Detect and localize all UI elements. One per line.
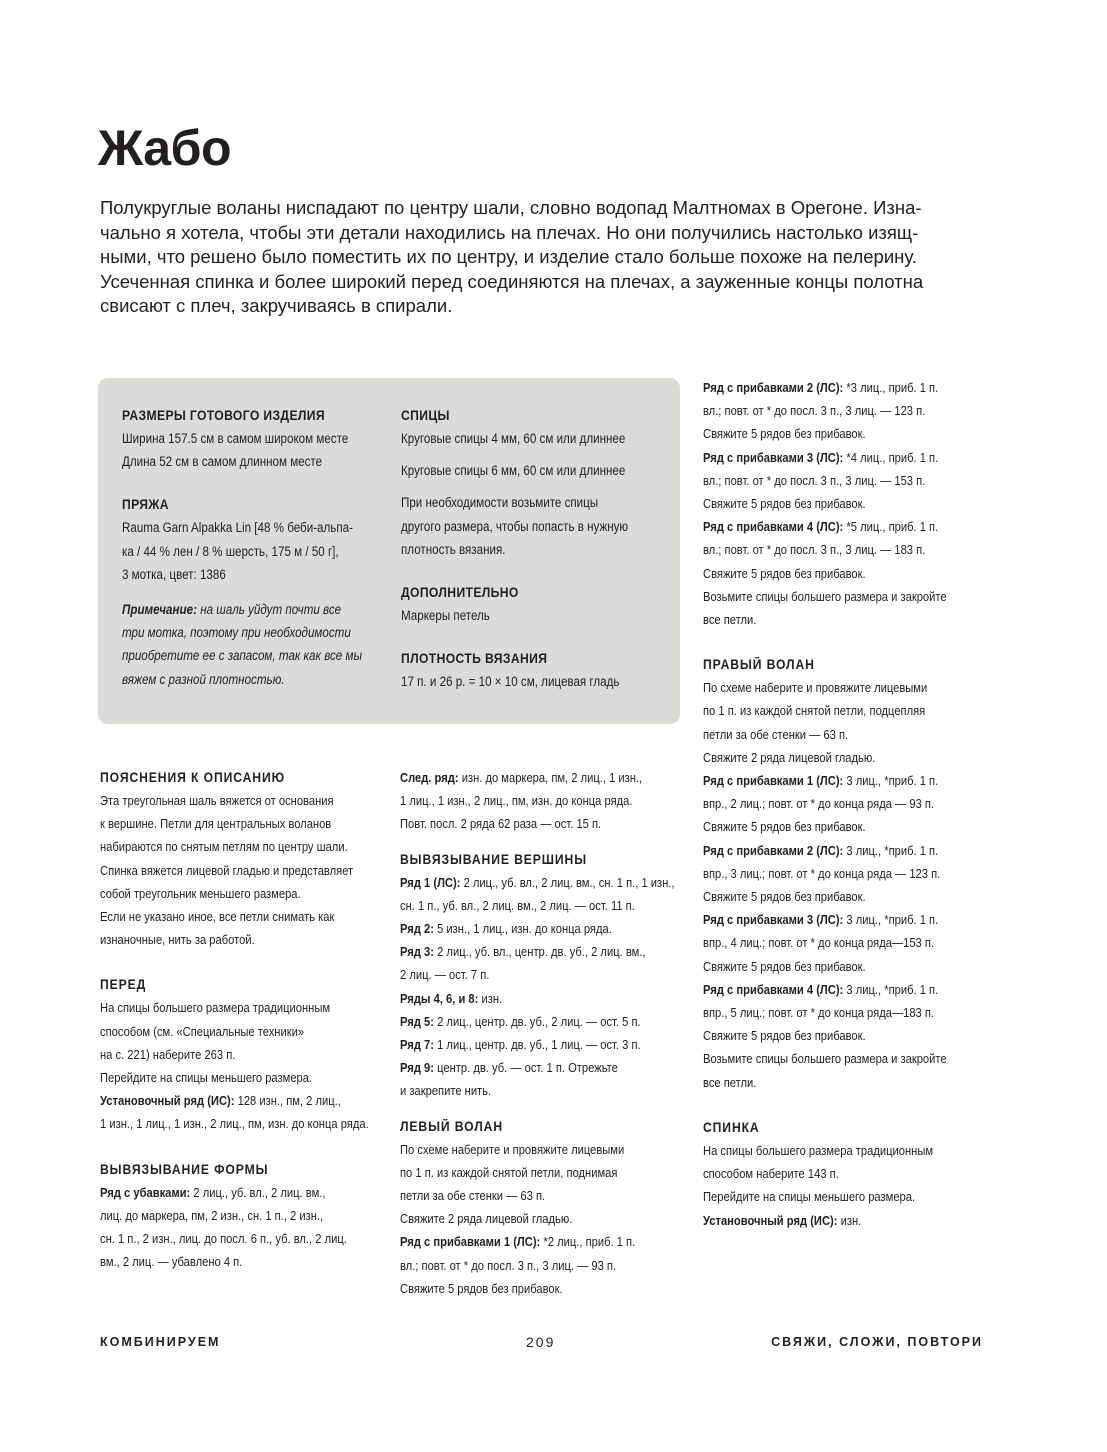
front-line: на с. 221) наберите 263 п. [100,1046,236,1062]
rinc1-after: Свяжите 5 рядов без прибавок. [703,819,866,835]
sizes-line: Ширина 157.5 см в самом широком месте [122,431,349,446]
setup-label: Установочный ряд (ИС): [100,1093,235,1109]
intro-line: Усеченная спинка и более широкий перед соединяются на плечах, а зауженные концы полотна [100,270,924,292]
page-number: 209 [526,1334,556,1350]
front-line: Перейдите на спицы меньшего размера. [100,1070,313,1086]
inc1-cont: вл.; повт. от * до посл. 3 п., 3 лиц. — 93 п. [400,1257,617,1273]
inc2-after: Свяжите 5 рядов без прибавок. [703,426,866,442]
left-ruffle-line: по 1 п. из каждой снятой петли, поднимая [400,1164,618,1180]
page-title: Жабо [98,120,232,176]
specs-box [98,378,680,724]
right-ruffle-line: По схеме наберите и провяжите лицевыми [703,680,928,696]
specs-column-right [401,404,669,693]
inc3-after: Свяжите 5 рядов без прибавок. [703,496,866,512]
back-setup-row: Установочный ряд (ИС): изн. [703,1212,862,1228]
yarn-note-line: вяжем с разной плотностью. [122,671,285,687]
yarn-note-line: три мотка, поэтому при необходимости [122,625,351,641]
rinc3-row: Ряд с прибавками 3 (ЛС): 3 лиц., *приб. 1 п. [703,912,939,928]
row-2: Ряд 2: 5 изн., 1 лиц., изн. до конца ряда. [400,921,612,937]
row-9: Ряд 9: центр. дв. уб. — ост. 1 п. Отрежьте [400,1060,618,1076]
dec-row [100,1181,345,1204]
rinc4-cont: впр., 5 лиц.; повт. от * до конца ряда—183 п. [703,1005,935,1021]
next-label: След. ряд: [400,770,459,785]
needles-line: Круговые спицы 6 мм, 60 см или длиннее [401,463,626,479]
intro-line: Полукруглые воланы ниспадают по центру шали, словно водопад Малтномах в Орегоне. Изна- [100,197,922,218]
left-ruffle-heading: ЛЕВЫЙ ВОЛАН [400,1118,504,1134]
notes-line: Если не указано иное, все петли снимать как [100,909,335,925]
gauge-line: 17 п. и 26 р. = 10 × 10 см, лицевая гладь [401,674,620,690]
needles-extra: другого размера, чтобы попасть в нужную [401,518,629,534]
notes-line: набираются по снятым петлям по центру шали. [100,839,348,855]
row-5: Ряд 5: 2 лиц., центр. дв. уб., 2 лиц. — ост. 5 п. [400,1013,641,1029]
rfinish-line: Возьмите спицы большего размера и закройте [703,1051,947,1067]
dec-label: Ряд с убавками: [100,1184,191,1200]
front-line: На спицы большего размера традиционным [100,1000,331,1016]
rinc4-row: Ряд с прибавками 4 (ЛС): 3 лиц., *приб. 1 п. [703,981,939,997]
yarn-line: 3 мотка, цвет: 1386 [122,566,226,582]
row-3: Ряд 3: 2 лиц., уб. вл., центр. дв. уб., 2 лиц. вм., [400,944,646,960]
sizes-heading: РАЗМЕРЫ ГОТОВОГО ИЗДЕЛИЯ [122,408,325,423]
inc3-row: Ряд с прибавками 3 (ЛС): *4 лиц., приб. 1 п. [703,449,939,465]
back-heading: СПИНКА [703,1119,760,1135]
setup-row-cont: 1 изн., 1 лиц., 1 изн., 2 лиц., пм, изн. до конца ряда. [100,1116,369,1132]
dec-line: лиц. до маркера, пм, 2 изн., сн. 1 п., 2 изн., [100,1207,324,1223]
gauge-heading: ПЛОТНОСТЬ ВЯЗАНИЯ [401,651,548,667]
inc1-row: Ряд с прибавками 1 (ЛС): *2 лиц., приб. 1 п. [400,1234,636,1250]
finish-line: все петли. [703,612,757,628]
intro-line: ными, что решено было поместить их по центру, и изделие стало больше похоже на пелерину. [100,246,917,267]
yarn-note-text: на шаль уйдут почти все [200,602,342,618]
right-ruffle-heading: ПРАВЫЙ ВОЛАН [703,657,815,673]
rinc3-cont: впр., 4 лиц.; повт. от * до конца ряда—153 п. [703,935,935,951]
rinc2-cont: впр., 3 лиц.; повт. от * до конца ряда — 123 п. [703,865,941,881]
yarn-heading: ПРЯЖА [122,497,169,513]
inc3-cont: вл.; повт. от * до посл. 3 п., 3 лиц. — 153 п. [703,472,926,488]
rinc3-after: Свяжите 5 рядов без прибавок. [703,958,866,974]
shaping-heading: ВЫВЯЗЫВАНИЕ ФОРМЫ [100,1161,269,1177]
rfinish-line: все петли. [703,1074,757,1090]
right-ruffle-line: по 1 п. из каждой снятой петли, подцепляя [703,703,926,719]
right-ruffle-line: петли за обе стенки — 63 п. [703,726,849,742]
footer-section-title: КОМБИНИРУЕМ [100,1335,221,1349]
dec-line: сн. 1 п., 2 изн., лиц. до посл. 6 п., уб. вл., 2 лиц. [100,1231,347,1247]
dec-line: вм., 2 лиц. — убавлено 4 п. [100,1254,243,1270]
column-right [703,376,993,1232]
row-9-cont: и закрепите нить. [400,1083,492,1099]
notes-line: Спинка вяжется лицевой гладью и представляет [100,862,354,878]
column-left [100,766,385,1273]
inc2-row: Ряд с прибавками 2 (ЛС): *3 лиц., приб. 1 п. [703,380,939,395]
notes-line: к вершине. Петли для центральных воланов [100,816,332,832]
notions-heading: ДОПОЛНИТЕЛЬНО [401,585,519,601]
left-ruffle-line: Свяжите 2 ряда лицевой гладью. [400,1211,573,1227]
yarn-line: Rauma Garn Alpakka Lin [48 % беби-альпа- [122,520,353,536]
back-line: способом наберите 143 п. [703,1166,839,1182]
right-ruffle-line: Свяжите 2 ряда лицевой гладью. [703,749,876,765]
notes-heading: ПОЯСНЕНИЯ К ОПИСАНИЮ [100,770,286,785]
back-line: На спицы большего размера традиционным [703,1142,934,1158]
yarn-line: ка / 44 % лен / 8 % шерсть, 175 м / 50 г], [122,543,339,559]
needles-extra: плотность вязания. [401,541,506,557]
notes-line: собой треугольник меньшего размера. [100,885,301,901]
column-middle [400,766,685,1300]
needles-heading: СПИЦЫ [401,408,450,423]
rinc1-cont: впр., 2 лиц.; повт. от * до конца ряда — 93 п. [703,796,935,812]
yarn-note-label: Примечание: [122,602,197,618]
setup-row [100,1089,345,1112]
needles-line: Круговые спицы 4 мм, 60 см или длиннее [401,431,626,446]
dec-text: 2 лиц., уб. вл., 2 лиц. вм., [193,1184,326,1200]
back-line: Перейдите на спицы меньшего размера. [703,1189,916,1205]
left-ruffle-line: петли за обе стенки — 63 п. [400,1188,546,1204]
front-heading: ПЕРЕД [100,977,147,993]
intro-paragraph [100,196,990,319]
top-heading: ВЫВЯЗЫВАНИЕ ВЕРШИНЫ [400,851,588,867]
rinc2-row: Ряд с прибавками 2 (ЛС): 3 лиц., *приб. 1 п. [703,842,939,858]
footer-book-title: СВЯЖИ, СЛОЖИ, ПОВТОРИ [771,1335,983,1349]
row-1-cont: сн. 1 п., уб. вл., 2 лиц. вм., 2 лиц. — ост. 11 п. [400,897,635,913]
next-row [400,766,645,789]
yarn-note [122,598,346,621]
setup-text: 128 изн., пм, 2 лиц., [237,1093,341,1109]
needles-extra: При необходимости возьмите спицы [401,495,599,511]
inc4-row: Ряд с прибавками 4 (ЛС): *5 лиц., приб. 1 п. [703,519,939,535]
inc2-cont: вл.; повт. от * до посл. 3 п., 3 лиц. — 123 п. [703,403,926,419]
finish-line: Возьмите спицы большего размера и закройте [703,588,947,604]
inc1-after: Свяжите 5 рядов без прибавок. [400,1280,563,1296]
next-line: Повт. посл. 2 ряда 62 раза — ост. 15 п. [400,816,602,832]
rows-4-6-8: Ряды 4, 6, и 8: изн. [400,990,503,1006]
row-3-cont: 2 лиц. — ост. 7 п. [400,967,490,983]
next-line: 1 лиц., 1 изн., 2 лиц., пм, изн. до конца ряда. [400,793,633,809]
rinc2-after: Свяжите 5 рядов без прибавок. [703,889,866,905]
inc4-after: Свяжите 5 рядов без прибавок. [703,565,866,581]
sizes-line: Длина 52 см в самом длинном месте [122,454,323,470]
inc4-cont: вл.; повт. от * до посл. 3 п., 3 лиц. — 183 п. [703,542,926,558]
intro-line: свисают с плеч, закручиваясь в спирали. [100,295,453,316]
front-line: способом (см. «Специальные техники» [100,1023,305,1039]
intro-line: чально я хотела, чтобы эти детали находились на плечах. Но они получились настолько изящ- [100,221,919,243]
notes-line: изнаночные, нить за работой. [100,932,255,948]
specs-column-left [122,404,382,691]
row-1: Ряд 1 (ЛС): 2 лиц., уб. вл., 2 лиц. вм., сн. 1 п., 1 изн., [400,874,675,890]
rinc1-row: Ряд с прибавками 1 (ЛС): 3 лиц., *приб. 1 п. [703,773,939,789]
yarn-note-line: приобретите ее с запасом, так как все мы [122,648,362,664]
notes-line: Эта треугольная шаль вяжется от основания [100,793,334,808]
left-ruffle-line: По схеме наберите и провяжите лицевыми [400,1141,625,1157]
notions-line: Маркеры петель [401,608,490,624]
row-7: Ряд 7: 1 лиц., центр. дв. уб., 1 лиц. — ост. 3 п. [400,1037,641,1053]
next-text: изн. до маркера, пм, 2 лиц., 1 изн., [461,770,643,785]
rinc4-after: Свяжите 5 рядов без прибавок. [703,1028,866,1044]
